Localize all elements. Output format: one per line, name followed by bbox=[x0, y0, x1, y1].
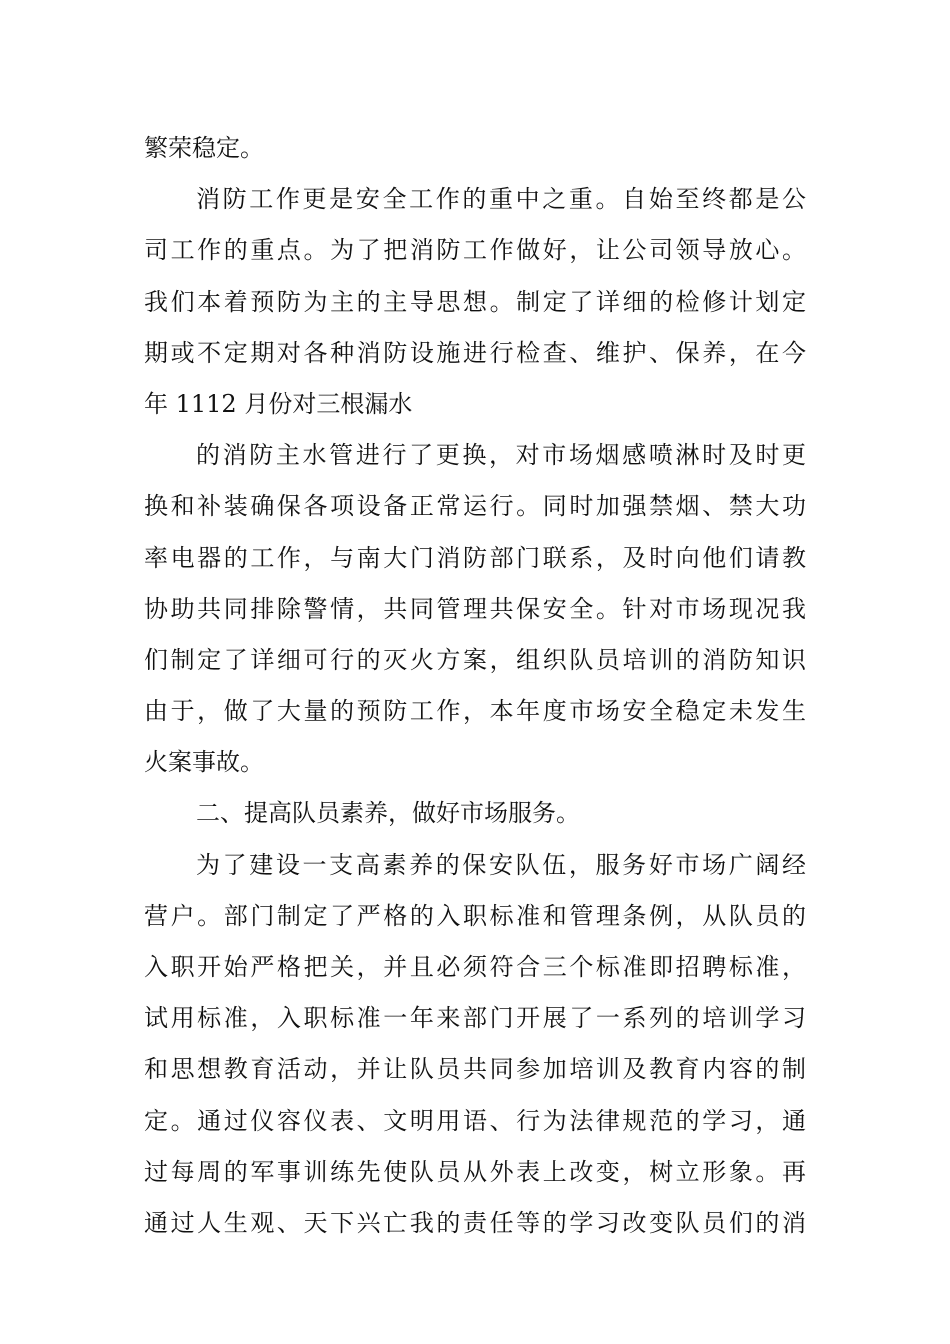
text-line: 通过人生观、天下兴亡我的责任等的学习改变队员们的消 bbox=[144, 1208, 806, 1237]
text-line: 试用标准，入职标准一年来部门开展了一系列的培训学习 bbox=[144, 1004, 806, 1033]
text-line: 年 1112 月份对三根漏水 bbox=[144, 389, 413, 418]
text-line: 们制定了详细可行的灭火方案，组织队员培训的消防知识 bbox=[144, 645, 806, 674]
text-line: 过每周的军事训练先使队员从外表上改变，树立形象。再 bbox=[144, 1157, 806, 1186]
text-line: 火案事故。 bbox=[144, 748, 264, 777]
text-line: 为了建设一支高素养的保安队伍，服务好市场广阔经 bbox=[196, 850, 806, 879]
text-line: 营户。部门制定了严格的入职标准和管理条例，从队员的 bbox=[144, 901, 806, 930]
text-line: 率电器的工作，与南大门消防部门联系，及时向他们请教 bbox=[144, 543, 806, 572]
text-line: 我们本着预防为主的主导思想。制定了详细的检修计划定 bbox=[144, 287, 806, 316]
text-line: 繁荣稳定。 bbox=[144, 134, 264, 162]
text-line: 由于，做了大量的预防工作，本年度市场安全稳定未发生 bbox=[144, 697, 806, 726]
text-line: 入职开始严格把关，并且必须符合三个标准即招聘标准， bbox=[144, 953, 806, 981]
text-line: 换和补装确保各项设备正常运行。同时加强禁烟、禁大功 bbox=[144, 492, 806, 521]
text-line: 和思想教育活动，并让队员共同参加培训及教育内容的制 bbox=[144, 1055, 806, 1084]
text-line: 二、提高队员素养，做好市场服务。 bbox=[196, 799, 580, 828]
text-line: 的消防主水管进行了更换，对市场烟感喷淋时及时更 bbox=[196, 441, 806, 470]
text-line: 消防工作更是安全工作的重中之重。自始至终都是公 bbox=[196, 185, 806, 214]
text-line: 协助共同排除警情，共同管理共保安全。针对市场现况我 bbox=[144, 594, 806, 623]
text-line: 定。通过仪容仪表、文明用语、行为法律规范的学习，通 bbox=[144, 1106, 806, 1135]
text-line: 期或不定期对各种消防设施进行检查、维护、保养，在今 bbox=[144, 338, 806, 367]
document-page bbox=[144, 128, 806, 1254]
text-line: 司工作的重点。为了把消防工作做好，让公司领导放心。 bbox=[144, 236, 806, 265]
